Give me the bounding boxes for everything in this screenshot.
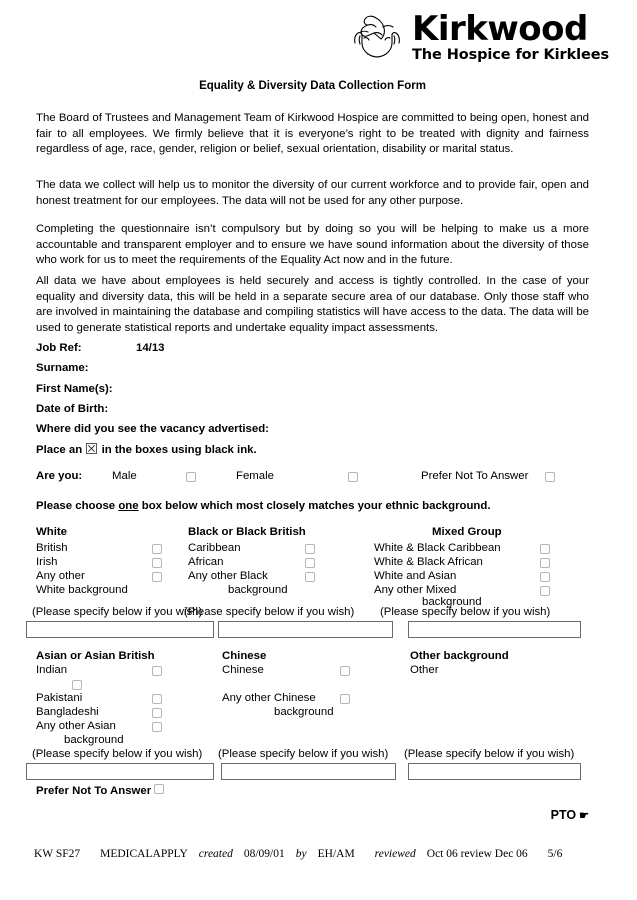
ethnic-option-african-label: African bbox=[188, 556, 224, 568]
specify-input-white[interactable] bbox=[26, 621, 214, 638]
logo-wordmark bbox=[412, 9, 609, 64]
ethnic-option-bangladeshi-checkbox[interactable] bbox=[152, 708, 162, 718]
ethnic-option-pakistani-label: Pakistani bbox=[36, 692, 83, 704]
ethnic-column-other-heading: Other background bbox=[410, 650, 509, 662]
marking-instruction-prefix: Place an bbox=[36, 444, 83, 456]
footer-created-date: 08/09/01 bbox=[243, 848, 285, 860]
ethnic-option-indian-label: Indian bbox=[36, 664, 68, 676]
boxed-x-icon bbox=[86, 443, 97, 454]
ethnic-option-caribbean-label: Caribbean bbox=[188, 542, 241, 554]
ethnic-option-any-other-black-label: Any other Black bbox=[188, 570, 268, 582]
specify-input-asian[interactable] bbox=[26, 763, 214, 780]
footer-reviewed-value: Oct 06 review Dec 06 bbox=[426, 848, 528, 860]
ethnic-option-stray-checkbox[interactable] bbox=[72, 680, 82, 690]
ethnic-option-any-other-chinese-label: Any other Chinese bbox=[222, 692, 316, 704]
specify-note-chinese: (Please specify below if you wish) bbox=[218, 748, 389, 760]
ethnic-option-chinese-checkbox[interactable] bbox=[340, 666, 350, 676]
ethnic-option-pakistani-checkbox[interactable] bbox=[152, 694, 162, 704]
ethnic-option-white-and-asian-label: White and Asian bbox=[374, 570, 457, 582]
ethnic-option-british-checkbox[interactable] bbox=[152, 544, 162, 554]
footer-page-number: 5/6 bbox=[547, 848, 563, 860]
logo-tagline: The Hospice for Kirklees bbox=[412, 47, 609, 63]
kirkwood-logo bbox=[350, 9, 609, 64]
ethnic-option-any-other-chinese-checkbox[interactable] bbox=[340, 694, 350, 704]
gender-option-male-label: Male bbox=[112, 470, 137, 482]
ethnic-option-white-black-african-checkbox[interactable] bbox=[540, 558, 550, 568]
ethnic-column-asian-heading: Asian or Asian British bbox=[36, 650, 155, 662]
ethnic-option-any-other-black-continuation: background bbox=[228, 584, 288, 596]
ethnic-option-any-other-asian-checkbox[interactable] bbox=[152, 722, 162, 732]
field-vacancy-source-label: Where did you see the vacancy advertised: bbox=[36, 423, 269, 435]
footer-created-label: created bbox=[198, 848, 233, 860]
intro-paragraph-3: Completing the questionnaire isn’t compulsory but by doing so you will be helping to make us a more accountable and transparent employer and to ensure we have sound information about the diversity of those who work for us to meet the requirements of the Equality Act now and in the future. bbox=[36, 223, 589, 267]
choose-one-emphasis: one bbox=[118, 500, 139, 512]
ethnic-option-white-black-caribbean-checkbox[interactable] bbox=[540, 544, 550, 554]
ethnic-option-other-label: Other bbox=[410, 664, 439, 676]
footer-by-label: by bbox=[295, 848, 307, 860]
ethnic-option-any-other-white-checkbox[interactable] bbox=[152, 572, 162, 582]
field-date-of-birth-label: Date of Birth: bbox=[36, 403, 109, 415]
specify-input-chinese[interactable] bbox=[221, 763, 396, 780]
field-job-ref bbox=[36, 342, 165, 354]
specify-note-asian: (Please specify below if you wish) bbox=[32, 748, 203, 760]
footer-reviewed-label: reviewed bbox=[374, 848, 416, 860]
intro-paragraph-1: The Board of Trustees and Management Team of Kirkwood Hospice are committed to being open, honest and fair to all employees. We firmly believe that it is everyone’s right to be treated with dignity and fairness regardless of age, race, gender, religion or belief, sexual orientation, disability or marital status. bbox=[36, 112, 589, 156]
specify-note-black: (Please specify below if you wish) bbox=[184, 606, 355, 618]
pointing-hand-icon: ☛ bbox=[579, 810, 589, 822]
marking-instruction bbox=[36, 443, 257, 456]
ethnic-option-irish-checkbox[interactable] bbox=[152, 558, 162, 568]
ethnic-column-black-heading: Black or Black British bbox=[188, 526, 306, 538]
ethnic-option-any-other-mixed-continuation: background bbox=[422, 596, 482, 608]
specify-note-mixed: (Please specify below if you wish) bbox=[380, 606, 551, 618]
ethnic-option-irish-label: Irish bbox=[36, 556, 58, 568]
field-date-of-birth bbox=[36, 403, 108, 415]
marking-instruction-suffix: in the boxes using black ink. bbox=[101, 444, 257, 456]
specify-note-other: (Please specify below if you wish) bbox=[404, 748, 575, 760]
prefer-not-to-answer-checkbox[interactable] bbox=[154, 784, 164, 794]
prefer-not-to-answer-row bbox=[36, 784, 164, 797]
gender-option-female-checkbox[interactable] bbox=[348, 472, 358, 482]
field-surname-label: Surname: bbox=[36, 362, 89, 374]
ethnic-option-any-other-white-continuation: White background bbox=[36, 584, 128, 596]
ethnic-option-any-other-mixed-checkbox[interactable] bbox=[540, 586, 550, 596]
gender-prompt: Are you: bbox=[36, 470, 83, 482]
ethnic-option-white-black-african-label: White & Black African bbox=[374, 556, 483, 568]
ethnic-option-any-other-mixed-label: Any other Mixed bbox=[374, 584, 457, 596]
ethnic-column-chinese-heading: Chinese bbox=[222, 650, 267, 662]
specify-input-black[interactable] bbox=[218, 621, 393, 638]
ethnic-option-african-checkbox[interactable] bbox=[305, 558, 315, 568]
field-first-names bbox=[36, 383, 113, 395]
ethnic-option-caribbean-checkbox[interactable] bbox=[305, 544, 315, 554]
ethnic-option-any-other-asian-label: Any other Asian bbox=[36, 720, 116, 732]
gender-option-prefer-not-label: Prefer Not To Answer bbox=[421, 470, 529, 482]
footer-system: MEDICALAPPLY bbox=[100, 848, 188, 860]
ethnic-option-white-and-asian-checkbox[interactable] bbox=[540, 572, 550, 582]
gender-option-prefer-not-checkbox[interactable] bbox=[545, 472, 555, 482]
ethnic-option-any-other-chinese-continuation: background bbox=[274, 706, 334, 718]
document-footer bbox=[34, 848, 562, 860]
ethnic-option-bangladeshi-label: Bangladeshi bbox=[36, 706, 99, 718]
logo-name: Kirkwood bbox=[412, 9, 588, 49]
gender-option-male-checkbox[interactable] bbox=[186, 472, 196, 482]
intro-paragraph-2: The data we collect will help us to monitor the diversity of our current workforce and to provide fair, open and honest treatment for our employees. The data will not be used for any other purpose. bbox=[36, 179, 589, 207]
specify-input-other[interactable] bbox=[408, 763, 581, 780]
field-first-names-label: First Name(s): bbox=[36, 383, 113, 395]
ethnic-option-any-other-asian-continuation: background bbox=[64, 734, 124, 746]
specify-note-white: (Please specify below if you wish) bbox=[32, 606, 203, 618]
choose-one-after: box below which most closely matches your ethnic background. bbox=[138, 500, 491, 512]
gender-option-female-label: Female bbox=[236, 470, 274, 482]
pto-marker bbox=[551, 808, 589, 822]
page-title: Equality & Diversity Data Collection Form bbox=[199, 80, 426, 92]
ethnic-option-british-label: British bbox=[36, 542, 68, 554]
ethnic-option-any-other-white-label: Any other bbox=[36, 570, 85, 582]
ethnic-option-any-other-black-checkbox[interactable] bbox=[305, 572, 315, 582]
gender-question-row bbox=[36, 470, 589, 486]
field-surname bbox=[36, 362, 89, 374]
ethnic-option-indian-checkbox[interactable] bbox=[152, 666, 162, 676]
dove-in-hands-icon bbox=[350, 13, 404, 63]
pto-label: PTO bbox=[550, 808, 577, 822]
specify-input-mixed[interactable] bbox=[408, 621, 581, 638]
footer-by-value: EH/AM bbox=[317, 848, 355, 860]
footer-code: KW SF27 bbox=[34, 848, 81, 860]
choose-one-before: Please choose bbox=[36, 500, 119, 512]
field-job-ref-value[interactable]: 14/13 bbox=[136, 342, 165, 354]
choose-one-instruction bbox=[36, 500, 491, 512]
prefer-not-to-answer-label: Prefer Not To Answer bbox=[36, 785, 152, 797]
ethnic-column-white-heading: White bbox=[36, 526, 68, 538]
intro-paragraph-4: All data we have about employees is held securely and access is tightly controlled. In the case of your equality and diversity data, this will be held in a separate secure area of our database. Only those staff who are involved in maintaining the database and compiling statistics will have access to the data. The data will be used to generate statistical reports and undertake equality impact assessments. bbox=[36, 275, 589, 334]
ethnic-column-mixed-heading: Mixed Group bbox=[432, 526, 502, 538]
field-job-ref-label: Job Ref: bbox=[36, 342, 82, 354]
ethnic-option-chinese-label: Chinese bbox=[222, 664, 264, 676]
ethnic-option-white-black-caribbean-label: White & Black Caribbean bbox=[374, 542, 501, 554]
field-vacancy-source bbox=[36, 423, 269, 435]
